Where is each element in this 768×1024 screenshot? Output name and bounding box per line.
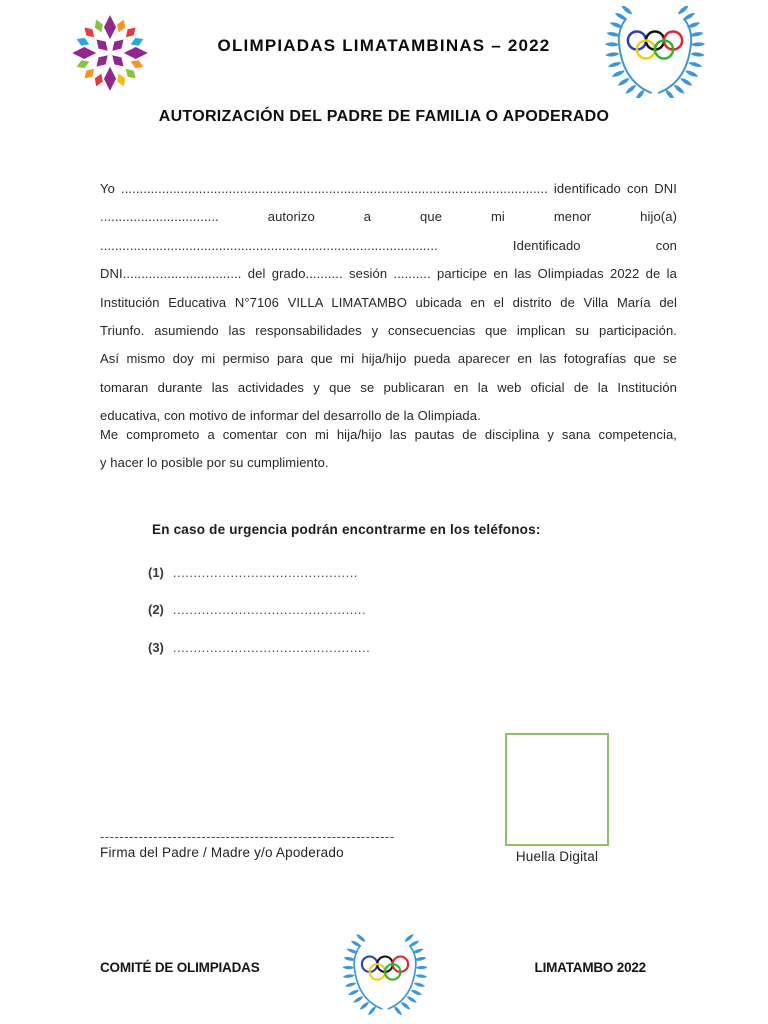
footer-committee-text: COMITÉ DE OLIMPIADAS [100, 960, 260, 975]
phone-fill-in-line: ................................................ [172, 640, 371, 655]
phone-line-3 [148, 640, 370, 655]
paragraph-line: Triunfo. asumiendo las responsabilidades y consecuencias que implican su participación. [100, 323, 677, 339]
urgency-phones-heading: En caso de urgencia podrán encontrarme en los teléfonos: [152, 522, 541, 537]
phone-line-1 [148, 565, 358, 580]
phone-fill-in-line: ............................................... [172, 602, 367, 617]
paragraph-line: DNI................................ del grado.......... sesión .......... participe en las Olimpiadas 2022 de la [100, 266, 677, 282]
document-title: AUTORIZACIÓN DEL PADRE DE FAMILIA O APODERADO [158, 108, 610, 125]
phone-number-label: (3) [148, 640, 164, 655]
authorization-paragraph [100, 175, 677, 431]
paragraph-line: ................................ autorizo a que mi menor hijo(a) [100, 209, 677, 225]
olympic-rings-laurel-icon [343, 932, 427, 1016]
paragraph-line: ........................................................................................... Identificado con [100, 237, 677, 253]
paragraph-line: Así mismo doy mi permiso para que mi hija/hijo pueda aparecer en las fotografías que se [100, 351, 677, 367]
signature-line: ------------------------------------------------------------- [100, 829, 395, 844]
paragraph-line: educativa, con motivo de informar del desarrollo de la Olimpiada. [100, 408, 481, 424]
paragraph-line: y hacer lo posible por su cumplimiento. [100, 455, 329, 471]
phone-line-2 [148, 602, 366, 617]
footer-limatambo-text: LIMATAMBO 2022 [534, 960, 646, 975]
signature-block [100, 830, 400, 863]
phone-fill-in-line: ............................................. [172, 565, 358, 580]
event-header-title: OLIMPIADAS LIMATAMBINAS – 2022 [217, 36, 551, 55]
paragraph-line: Yo ................................................................................................................... identificado con DNI [100, 181, 677, 196]
paragraph-line: Me comprometo a comentar con mi hija/hijo las pautas de disciplina y sana competencia, [100, 427, 677, 442]
phone-number-label: (2) [148, 602, 164, 617]
fingerprint-label: Huella Digital [515, 849, 599, 864]
paragraph-line: tomaran durante las actividades y que se publicaran en la web oficial de la Institución [100, 379, 677, 395]
phone-number-label: (1) [148, 565, 164, 580]
commitment-paragraph [100, 421, 677, 478]
olympic-rings-laurel-icon [602, 6, 708, 98]
signature-label: Firma del Padre / Madre y/o Apoderado [100, 845, 344, 860]
paragraph-line: Institución Educativa N°7106 VILLA LIMATAMBO ubicada en el distrito de Villa María del [100, 294, 677, 310]
fingerprint-box [505, 733, 609, 846]
